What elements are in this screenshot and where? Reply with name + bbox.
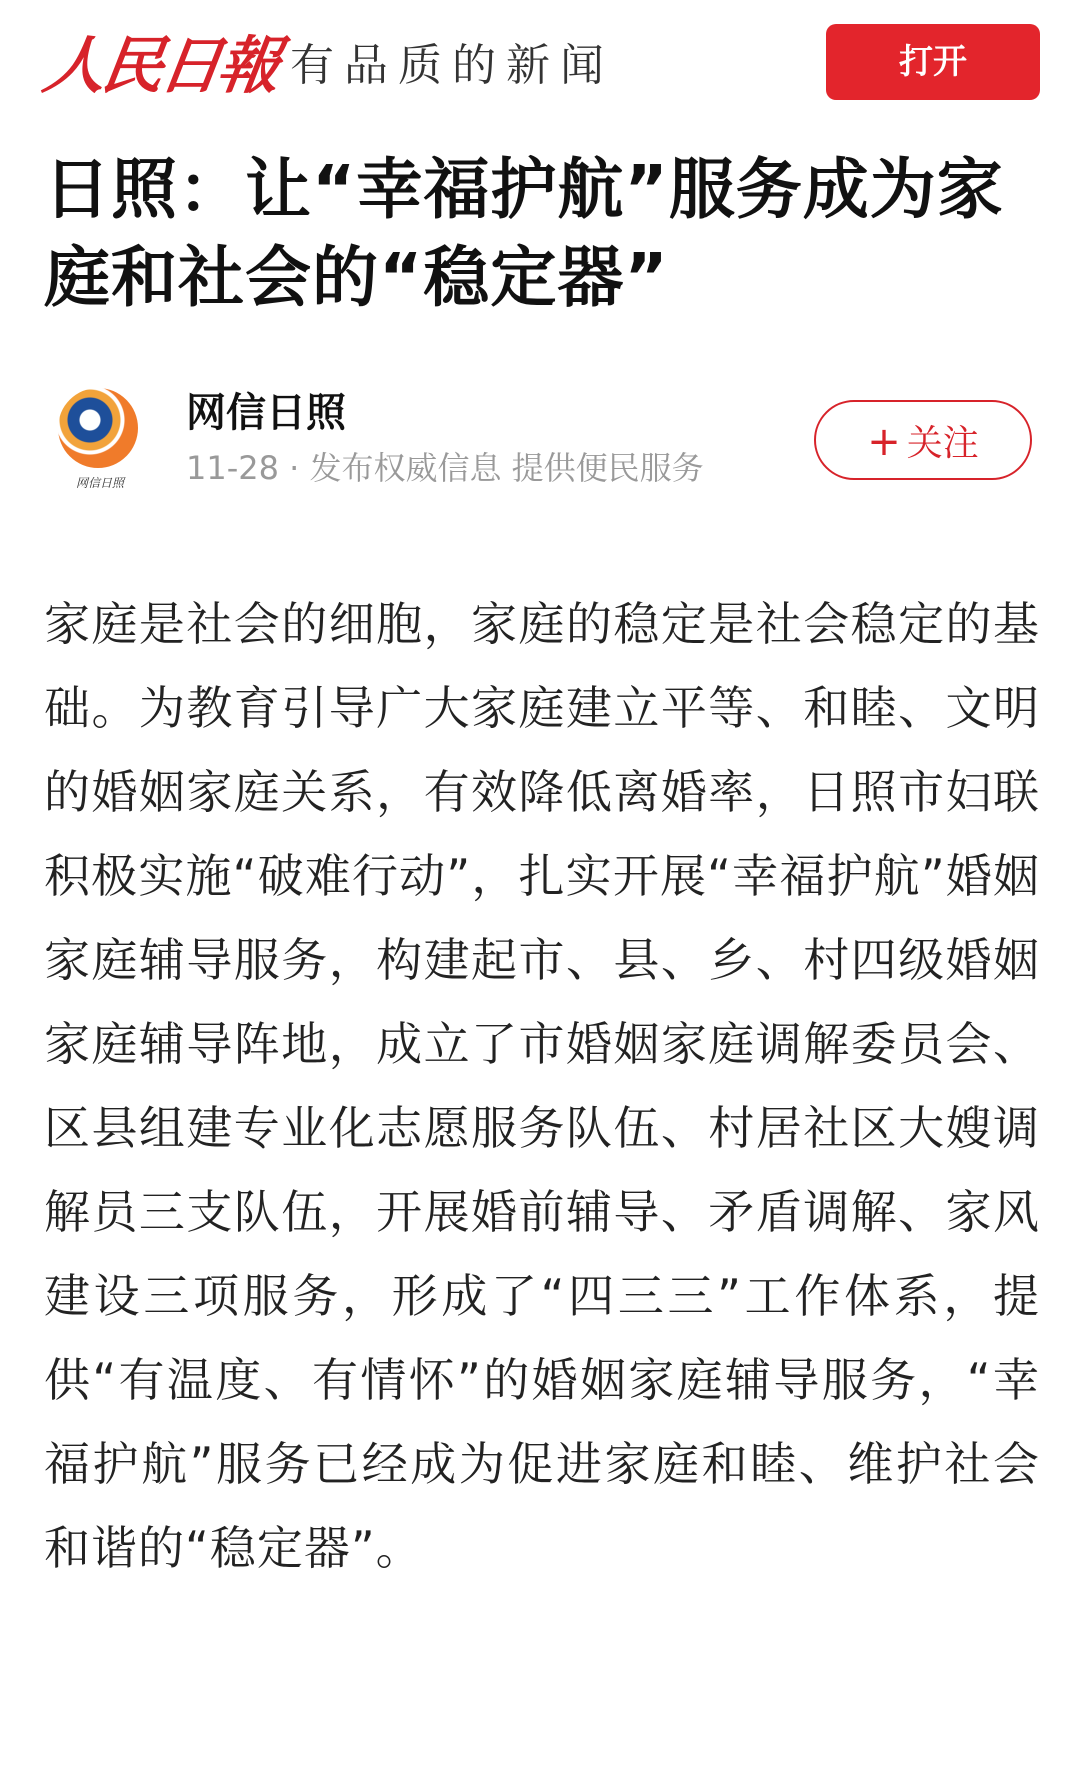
open-app-button[interactable]: 打开 [826, 24, 1040, 100]
article-body: 家庭是社会的细胞，家庭的稳定是社会稳定的基础。为教育引导广大家庭建立平等、和睦、文明的婚姻家庭关系，有效降低离婚率，日照市妇联积极实施“破难行动”，扎实开展“幸福护航”婚姻家庭辅导服务，构建起市、县、乡、村四级婚姻家庭辅导阵地，成立了市婚姻家庭调解委员会、区县组建专业化志愿服务队伍、村居社区大嫂调解员三支队伍，开展婚前辅导、矛盾调解、家风建设三项服务，形成了“四三三”工作体系，提供“有温度、有情怀”的婚姻家庭辅导服务，“幸福护航”服务已经成为促进家庭和睦、维护社会和谐的“稳定器”。 [44, 597, 1040, 1575]
avatar-caption: 网信日照 [75, 476, 124, 490]
follow-button[interactable] [814, 400, 1032, 480]
brand-slogan: 有品质的新闻 [290, 40, 614, 91]
follow-label: 关注 [906, 423, 979, 464]
brand-logo[interactable]: 人民日報 [38, 29, 282, 102]
plus-icon: + [867, 419, 901, 465]
author-row [44, 380, 1040, 510]
article-title: 日照：让“幸福护航”服务成为家庭和社会的“稳定器” [44, 151, 1004, 316]
globe-logo-icon [58, 388, 138, 468]
author-meta: 11-28 · 发布权威信息 提供便民服务 [186, 449, 704, 487]
author-name[interactable]: 网信日照 [186, 390, 346, 436]
avatar[interactable] [52, 388, 148, 498]
top-bar [0, 0, 1080, 120]
